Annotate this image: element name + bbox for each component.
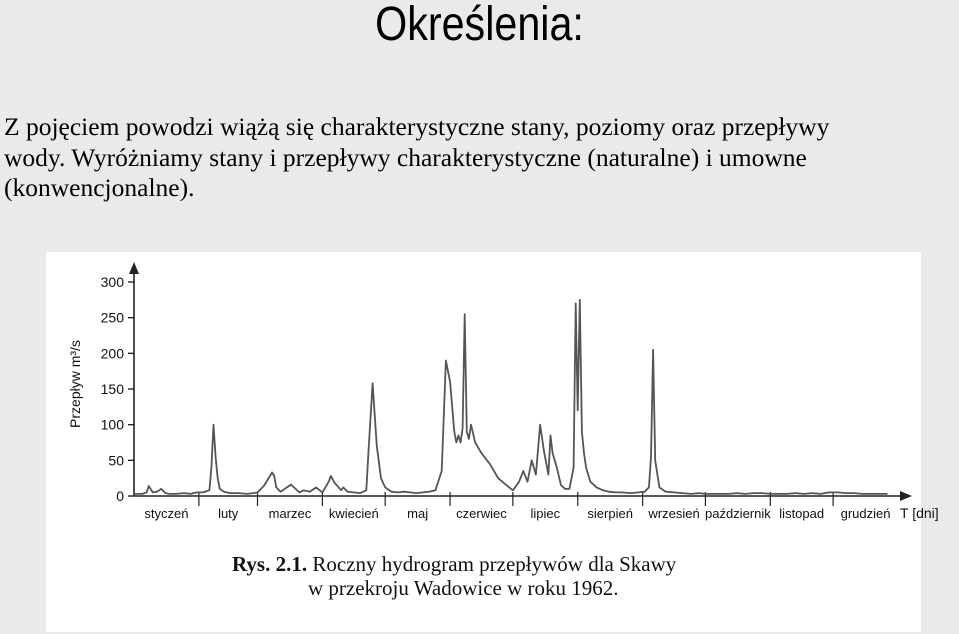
- hydrograph-chart: [46, 252, 939, 542]
- month-label: marzec: [268, 506, 312, 521]
- month-label: listopad: [779, 506, 825, 521]
- month-label: maj: [407, 506, 429, 521]
- caption-line-1: Roczny hydrogram przepływów dla Skawy: [312, 552, 677, 576]
- month-label: październik: [704, 506, 771, 521]
- body-text-line: (konwencjonalne).: [4, 173, 195, 202]
- month-label: kwiecień: [328, 506, 379, 521]
- month-label: wrzesień: [648, 506, 700, 521]
- body-text-line: wody. Wyróżniamy stany i przepływy charakterystyczne (naturalne) i umowne: [4, 142, 807, 172]
- y-tick-label: 300: [100, 274, 124, 290]
- y-axis-arrow: [129, 262, 139, 274]
- x-axis-arrow: [900, 491, 912, 501]
- caption-line-2: w przekroju Wadowice w roku 1962.: [308, 576, 619, 600]
- slide-title: Określenia:: [375, 0, 584, 51]
- y-axis-label: Przepływ m³/s: [67, 340, 83, 428]
- y-tick-label: 50: [108, 452, 124, 469]
- caption-label: Rys. 2.1.: [232, 552, 308, 576]
- y-tick-label: 200: [100, 345, 124, 362]
- y-tick-label: 0: [116, 488, 124, 504]
- series-line: [134, 300, 888, 494]
- month-label: luty: [218, 506, 239, 521]
- month-label: czerwiec: [456, 506, 507, 521]
- month-label: lipiec: [530, 506, 561, 521]
- month-label: sierpień: [587, 506, 633, 521]
- month-label: grudzień: [840, 506, 891, 521]
- y-tick-label: 100: [100, 416, 124, 433]
- y-tick-label: 250: [100, 309, 124, 326]
- month-label: styczeń: [144, 506, 189, 521]
- slide-body-text: [4, 112, 959, 204]
- figure-caption: [232, 552, 752, 600]
- hydrograph-figure: [46, 252, 939, 632]
- x-axis-label: T [dni]: [900, 505, 939, 521]
- y-tick-label: 150: [100, 381, 124, 397]
- body-text-line: Z pojęciem powodzi wiążą się charakterystyczne stany, poziomy oraz przepływy: [4, 112, 830, 141]
